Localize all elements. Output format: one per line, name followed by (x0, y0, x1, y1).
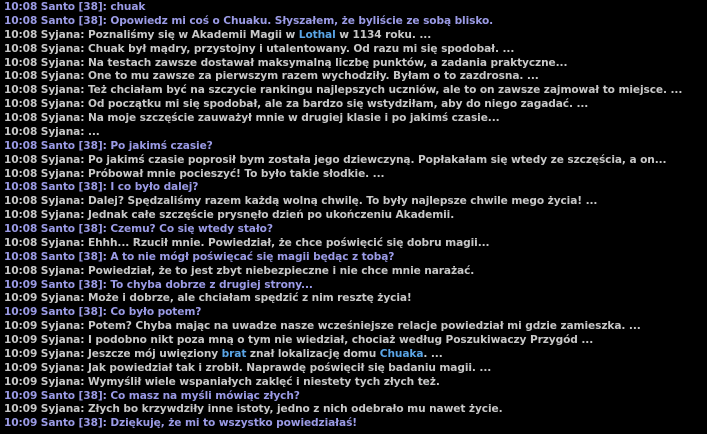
chat-line-text: w 1134 roku. ... (335, 28, 432, 41)
chat-line-prefix: 10:08 Santo [38]: (4, 181, 111, 194)
chat-line (4, 320, 707, 334)
chat-line (4, 279, 707, 293)
chat-line (4, 237, 707, 251)
chat-line-prefix: 10:09 Santo [38]: (4, 417, 111, 430)
chat-line-text: Poznaliśmy się w Akademii Magii w (87, 28, 299, 41)
chat-line-text: A to nie mógł poświęcać się magii będąc z tobą? (110, 250, 395, 263)
chat-line-prefix: 10:08 Syjana: (4, 28, 88, 41)
chat-line-prefix: 10:08 Syjana: (4, 167, 88, 180)
chat-line-prefix: 10:09 Syjana: (4, 292, 88, 305)
chat-line-text: Na testach zawsze dostawał maksymalną liczbę punktów, a zadania praktyczne... (87, 56, 568, 69)
chat-line-text: Potem? Chyba mając na uwadze nasze wcześniejsze relacje powiedział mi gdzie zamieszka. ... (87, 320, 641, 333)
chat-line-prefix: 10:08 Syjana: (4, 125, 88, 138)
chat-line (4, 251, 707, 265)
chat-line-text: ... (87, 125, 100, 138)
chat-line (4, 112, 707, 126)
chat-line-prefix: 10:09 Syjana: (4, 320, 88, 333)
chat-line-text: Jak powiedział tak i zrobił. Naprawdę poświęcił się badaniu magii. ... (87, 361, 492, 374)
chat-line-text: Opowiedz mi coś o Chuaku. Słyszałem, że byliście ze sobą blisko. (110, 14, 494, 27)
chat-line-prefix: 10:08 Santo [38]: (4, 1, 111, 13)
chat-line (4, 417, 707, 431)
chat-line-text: Od początku mi się spodobał, ale za bardzo się wstydziłam, aby do niego zagadać. ... (87, 98, 589, 111)
chat-line-prefix: 10:08 Syjana: (4, 112, 88, 124)
chat-line (4, 292, 707, 306)
chat-line-prefix: 10:09 Syjana: (4, 347, 88, 360)
chat-line-text: Jednak całe szczęście prysnęło dzień po ukończeniu Akademii. (87, 209, 455, 222)
chat-line-text: Co było potem? (110, 306, 202, 319)
chat-line-text: I co było dalej? (110, 181, 199, 194)
chat-keyword: brat (221, 347, 247, 360)
chat-line (4, 195, 707, 209)
chat-line (4, 348, 707, 362)
chat-line (4, 265, 707, 279)
chat-line (4, 209, 707, 223)
chat-line-text: Wymyślił wiele wspaniałych zaklęć i niestety tych złych też. (87, 375, 440, 388)
chat-line-prefix: 10:08 Syjana: (4, 42, 88, 55)
chat-keyword: Lothal (298, 28, 336, 41)
chat-line-prefix: 10:09 Syjana: (4, 403, 88, 416)
chat-line-text: Jeszcze mój uwięziony (87, 347, 222, 360)
chat-line-prefix: 10:08 Syjana: (4, 236, 88, 249)
chat-line-prefix: 10:08 Santo [38]: (4, 250, 111, 263)
chat-line-prefix: 10:08 Syjana: (4, 56, 88, 69)
chat-line-text: Dziękuję, że mi to wszystko powiedziałaś! (110, 417, 358, 430)
chat-line-prefix: 10:08 Santo [38]: (4, 14, 111, 27)
chat-line-prefix: 10:09 Santo [38]: (4, 306, 111, 319)
chat-line-prefix: 10:09 Santo [38]: (4, 389, 111, 402)
chat-line (4, 140, 707, 154)
chat-line-text: Powiedział, że to jest zbyt niebezpieczne i nie chce mnie narażać. (87, 264, 475, 277)
chat-line-text: Dalej? Spędzaliśmy razem każdą wolną chwilę. To były najlepsze chwile mego życia! ... (87, 195, 598, 208)
chat-line (4, 43, 707, 57)
chat-line-text: Po jakimś czasie? (110, 139, 213, 152)
chat-line (4, 334, 707, 348)
chat-line-text: chuak (110, 1, 146, 13)
chat-line-prefix: 10:09 Syjana: (4, 375, 88, 388)
chat-line-text: Czemu? Co się wtedy stało? (110, 223, 273, 235)
chat-line-prefix: 10:08 Syjana: (4, 153, 88, 166)
chat-line (4, 1, 707, 15)
chat-line-text: Po jakimś czasie poprosił bym została jego dziewczyną. Popłakałam się wtedy ze szczęścia, a on... (87, 153, 667, 166)
chat-line-prefix: 10:09 Syjana: (4, 361, 88, 374)
chat-line-prefix: 10:08 Syjana: (4, 70, 88, 83)
chat-line-prefix: 10:09 Syjana: (4, 334, 88, 346)
chat-line-prefix: 10:08 Syjana: (4, 98, 88, 111)
chat-line-prefix: 10:09 Santo [38]: (4, 278, 111, 291)
chat-line-text: Też chciałam być na szczycie rankingu najlepszych uczniów, ale to on zawsze zajmował to miejsce. ... (87, 84, 683, 97)
chat-line-text: To chyba dobrze z drugiej strony... (110, 278, 313, 291)
chat-line-text: . ... (423, 347, 443, 360)
chat-line (4, 181, 707, 195)
chat-line (4, 29, 707, 43)
chat-line (4, 154, 707, 168)
chat-line (4, 223, 707, 237)
chat-line-prefix: 10:08 Syjana: (4, 84, 88, 97)
chat-line-text: Próbował mnie pocieszyć! To było takie słodkie. ... (87, 167, 385, 180)
chat-line-text: One to mu zawsze za pierwszym razem wychodziły. Byłam o to zazdrosna. ... (87, 70, 539, 83)
chat-line (4, 403, 707, 417)
chat-line-prefix: 10:08 Syjana: (4, 195, 88, 208)
chat-line-text: Ehhh... Rzucił mnie. Powiedział, że chce poświęcić się dobru magii... (87, 236, 490, 249)
chat-line (4, 362, 707, 376)
chat-line (4, 57, 707, 71)
chat-line (4, 15, 707, 29)
chat-line (4, 168, 707, 182)
chat-line-text: Może i dobrze, ale chciałam spędzić z nim resztę życia! (87, 292, 412, 305)
chat-line-prefix: 10:08 Syjana: (4, 209, 88, 222)
chat-line (4, 98, 707, 112)
chat-line-prefix: 10:08 Santo [38]: (4, 139, 111, 152)
chat-line-text: Złych bo krzywdziły inne istoty, jedno z nich odebrało mu nawet życie. (87, 403, 503, 416)
chat-keyword: Chuaka (379, 347, 424, 360)
chat-line (4, 126, 707, 140)
chat-line (4, 376, 707, 390)
chat-line-prefix: 10:08 Santo [38]: (4, 223, 111, 235)
chat-line-text: Na moje szczęście zauważył mnie w drugiej klasie i po jakimś czasie... (87, 112, 500, 124)
chat-line-prefix: 10:08 Syjana: (4, 264, 88, 277)
chat-line-text: Chuak był mądry, przystojny i utalentowany. Od razu mi się spodobał. ... (87, 42, 515, 55)
chat-line-text: Co masz na myśli mówiąc złych? (110, 389, 300, 402)
chat-line-text: znał lokalizację domu (246, 347, 380, 360)
chat-line (4, 70, 707, 84)
chat-line (4, 390, 707, 404)
chat-line (4, 306, 707, 320)
chat-line (4, 84, 707, 98)
chat-line-text: I podobno nikt poza mną o tym nie wiedział, chociaż według Poszukiwaczy Przygód ... (87, 334, 594, 346)
